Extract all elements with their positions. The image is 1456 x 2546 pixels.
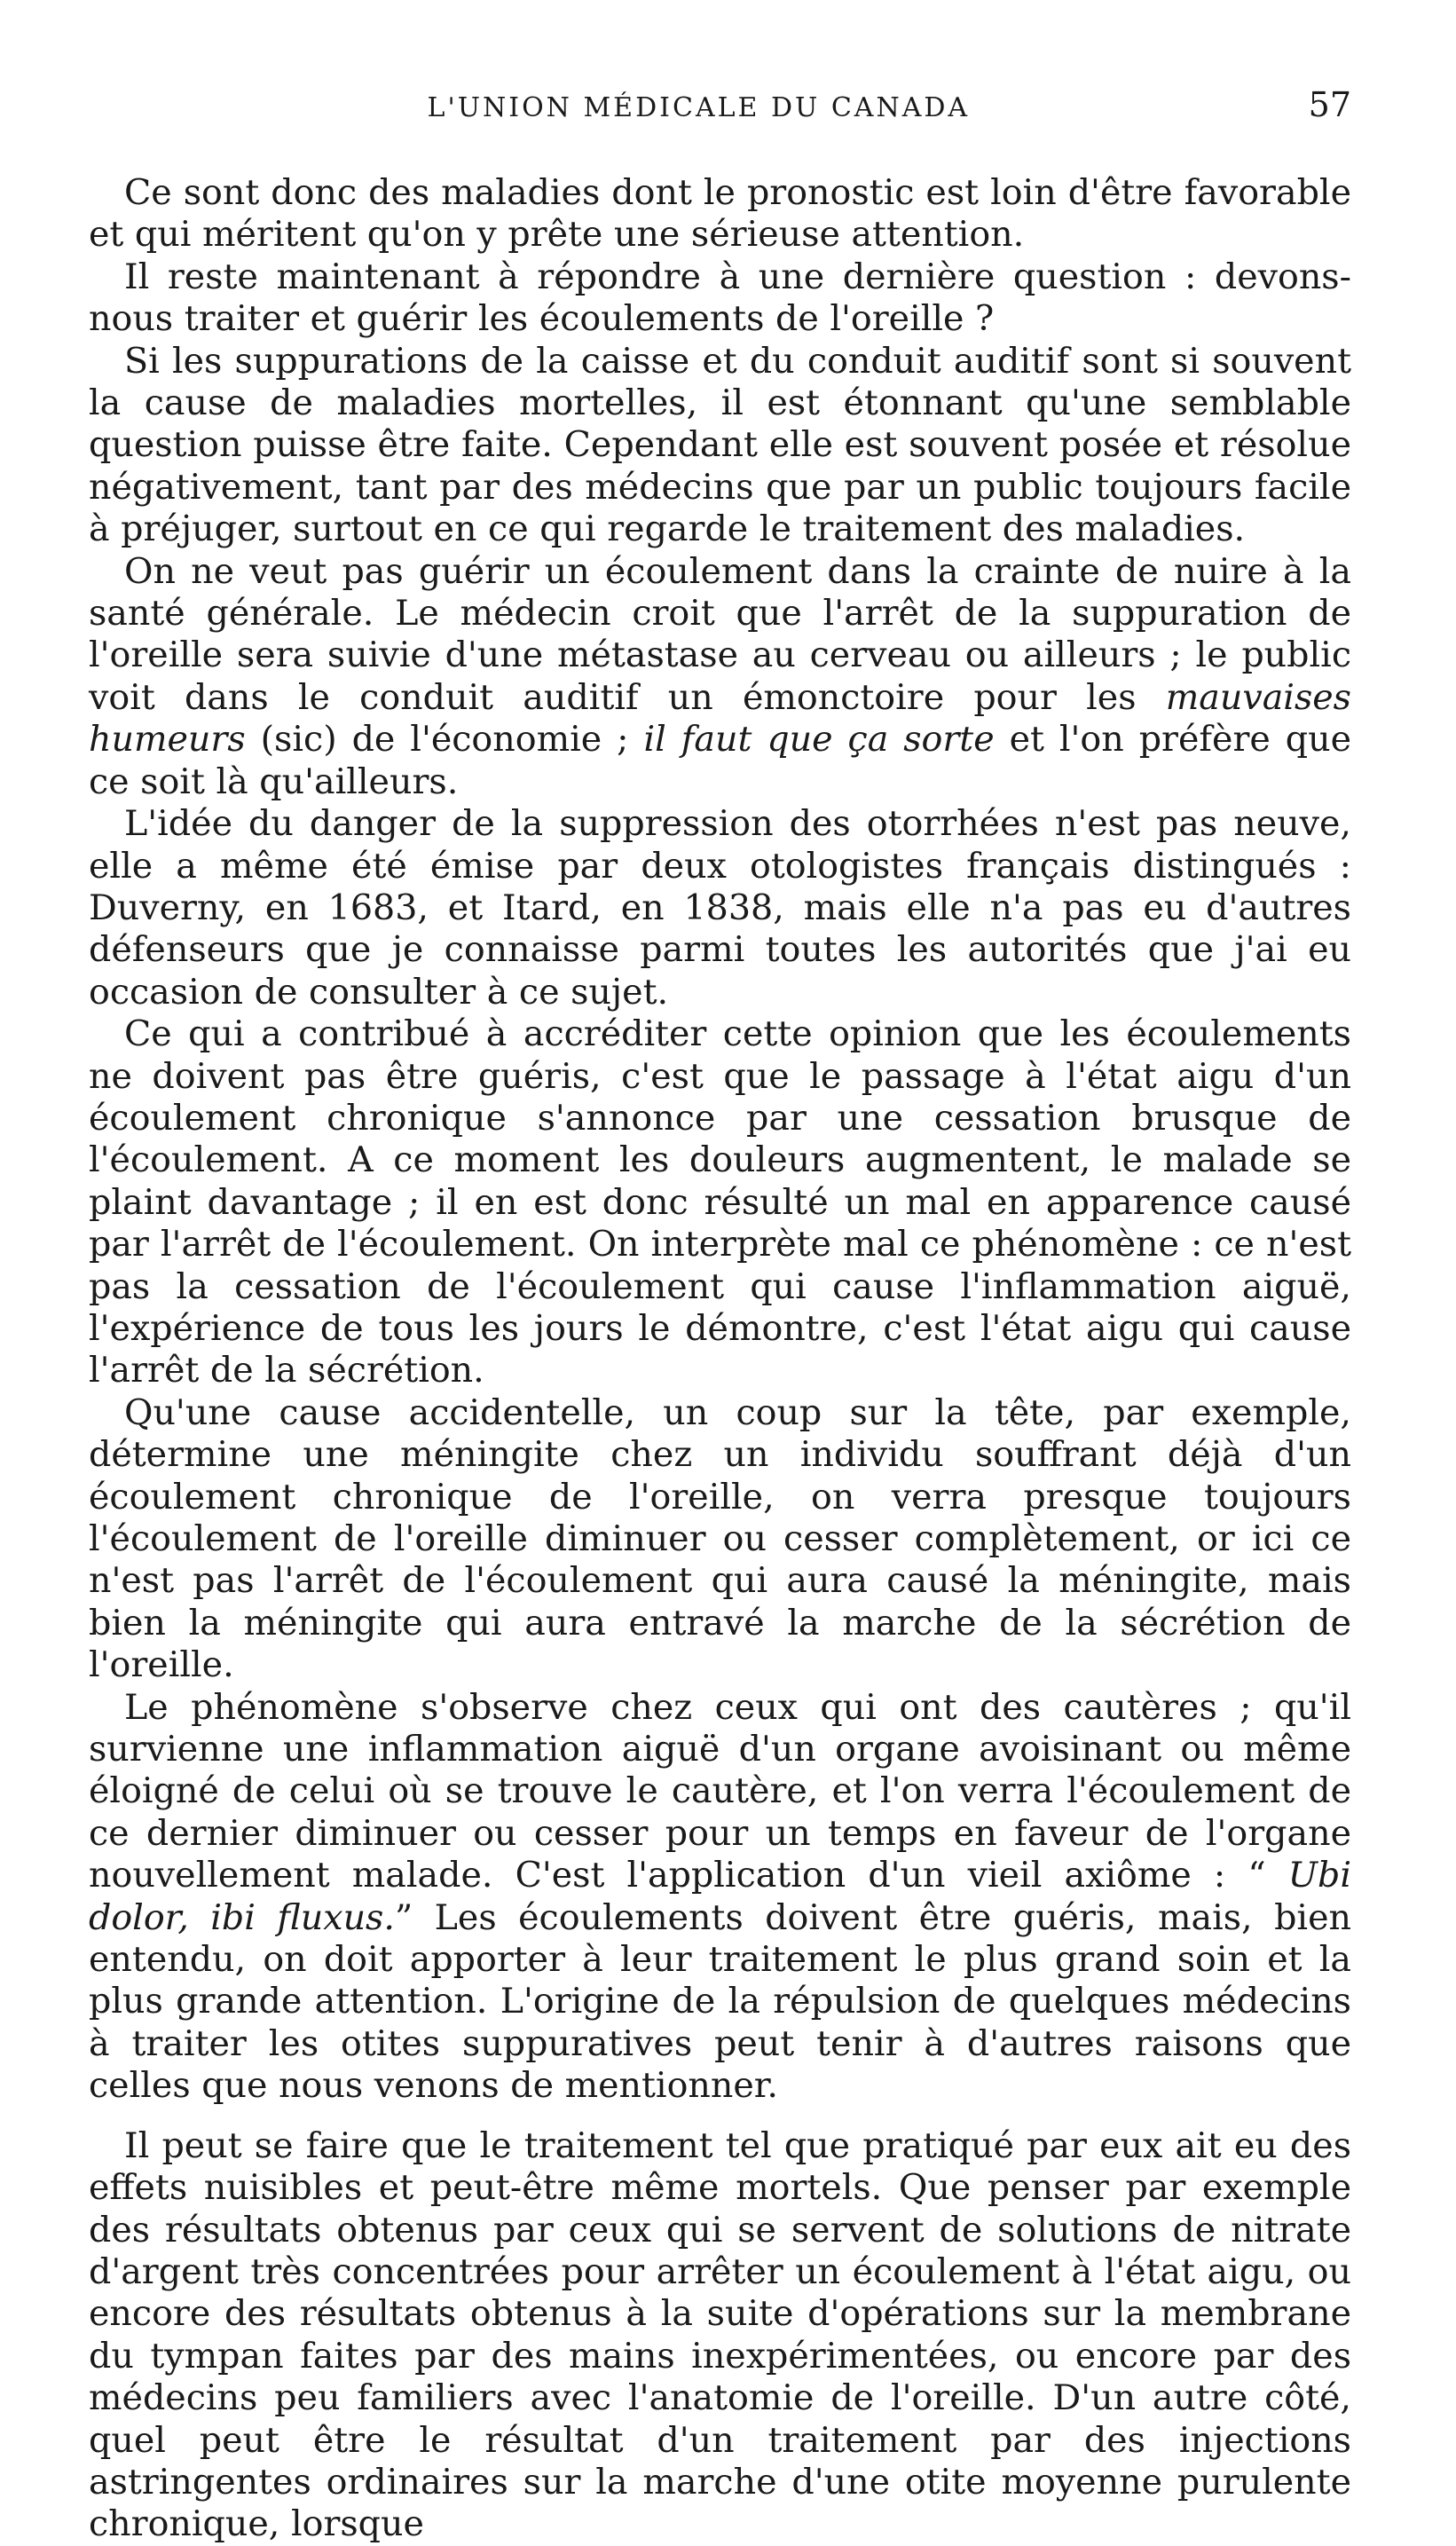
text-run: Ce qui a contribué à accréditer cette opinion que les écoulements ne doivent pas être guéris, c'est que le passage à l'état aigu d'un écoulement chronique s'annonce par une cessation brusque de l'écoulement. A ce moment les douleurs augmentent, le malade se plaint davantage ; il en est donc résulté un mal en apparence causé par l'arrêt de l'écoulement. On interprète mal ce phénomène : ce n'est pas la cessation de l'écoulement qui cause l'inflammation aiguë, l'expérience de tous les jours le démontre, c'est l'état aigu qui cause l'arrêt de la sécrétion. bbox=[89, 1013, 1351, 1391]
paragraph bbox=[89, 1687, 1351, 2108]
paragraph bbox=[89, 551, 1351, 803]
text-run: Ce sont donc des maladies dont le pronostic est loin d'être favorable et qui méritent qu'on y prête une sérieuse attention. bbox=[89, 172, 1351, 256]
paragraph bbox=[89, 172, 1351, 256]
page-number: 57 bbox=[1308, 85, 1351, 124]
italic-text: Ubi dolor, ibi fluxus. bbox=[89, 1855, 1351, 1938]
running-title: L'UNION MÉDICALE DU CANADA bbox=[427, 92, 971, 123]
text-run: et l'on préfère que ce soit là qu'ailleurs. bbox=[89, 719, 1351, 802]
text-run: On ne veut pas guérir un écoulement dans la crainte de nuire à la santé générale. Le médecin croit que l'arrêt de la suppuration de l'oreille sera suivie d'une métastase au cerveau ou ailleurs ; le public voit dans le conduit auditif un émonctoire pour les bbox=[89, 550, 1351, 718]
body-text bbox=[89, 172, 1351, 2546]
text-run: Il reste maintenant à répondre à une dernière question : devons-nous traiter et guérir les écoulements de l'oreille ? bbox=[89, 256, 1351, 340]
text-run: Il peut se faire que le traitement tel que pratiqué par eux ait eu des effets nuisibles et peut-être même mortels. Que penser par exemple des résultats obtenus par ceux qui se servent de solutions de nitrate d'argent très concentrées pour arrêter un écoulement à l'état aigu, ou encore des résultats obtenus à la suite d'opérations sur la membrane du tympan faites par des mains inexpérimentées, ou encore par des médecins peu familiers avec l'anatomie de l'oreille. D'un autre côté, quel peut être le résultat d'un traitement par des injections astringentes ordinaires sur la marche d'une otite moyenne purulente chronique, lorsque bbox=[89, 2124, 1351, 2545]
paragraph bbox=[89, 1392, 1351, 1687]
italic-text: il faut que ça sorte bbox=[643, 719, 995, 761]
paragraph bbox=[89, 2125, 1351, 2546]
paragraph bbox=[89, 803, 1351, 1013]
text-run: L'idée du danger de la suppression des otorrhées n'est pas neuve, elle a même été émise par deux otologistes français distingués : Duverny, en 1683, et Itard, en 1838, mais elle n'a pas eu d'autres défenseurs que je connaisse parmi toutes les autorités que j'ai eu occasion de consulter à ce sujet. bbox=[89, 803, 1351, 1013]
text-run: Qu'une cause accidentelle, un coup sur la tête, par exemple, détermine une méningite chez un individu souffrant déjà d'un écoulement chronique de l'oreille, on verra presque toujours l'écoulement de l'oreille diminuer ou cesser complètement, or ici ce n'est pas l'arrêt de l'écoulement qui aura causé la méningite, mais bien la méningite qui aura entravé la marche de la sécrétion de l'oreille. bbox=[89, 1391, 1351, 1686]
text-run: ” Les écoulements doivent être guéris, mais, bien entendu, on doit apporter à leur traitement le plus grand soin et la plus grande attention. L'origine de la répulsion de quelques médecins à traiter les otites suppuratives peut tenir à d'autres raisons que celles que nous venons de mentionner. bbox=[89, 1896, 1351, 2107]
paragraph bbox=[89, 341, 1351, 551]
running-header bbox=[89, 85, 1351, 138]
text-run: Si les suppurations de la caisse et du conduit auditif sont si souvent la cause de maladies mortelles, il est étonnant qu'une semblable question puisse être faite. Cependant elle est souvent posée et résolue négativement, tant par des médecins que par un public toujours facile à préjuger, surtout en ce qui regarde le traitement des maladies. bbox=[89, 340, 1351, 550]
paragraph bbox=[89, 1013, 1351, 1392]
text-run: Le phénomène s'observe chez ceux qui ont des cautères ; qu'il survienne une inflammation aiguë d'un organe avoisinant ou même éloigné de celui où se trouve le cautère, et l'on verra l'écoulement de ce dernier diminuer ou cesser pour un temps en faveur de l'organe nouvellement malade. C'est l'application d'un vieil axiôme : “ bbox=[89, 1686, 1351, 1896]
text-run: (sic) de l'économie ; bbox=[245, 719, 644, 761]
italic-text: mauvaises humeurs bbox=[89, 676, 1351, 761]
paragraph bbox=[89, 256, 1351, 341]
